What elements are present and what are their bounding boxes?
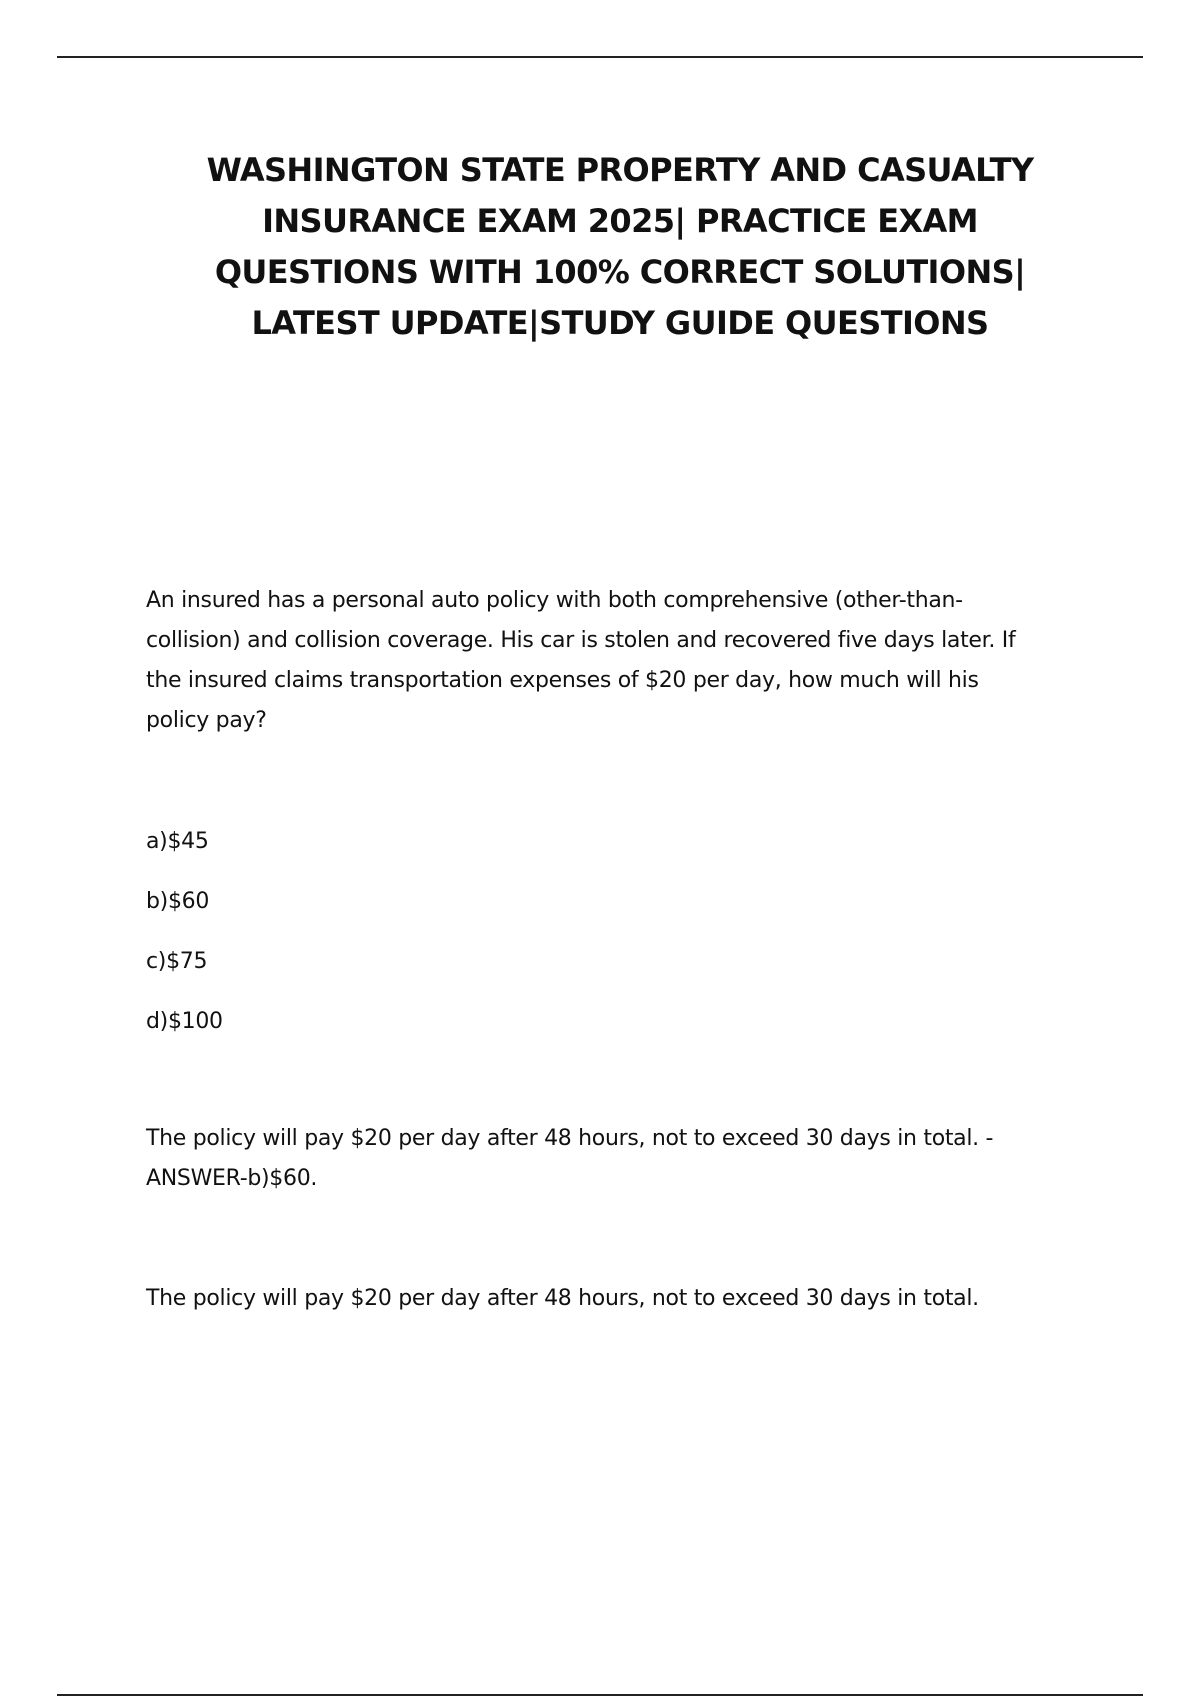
bottom-rule <box>57 1694 1143 1696</box>
top-rule <box>57 56 1143 58</box>
option-d: d)$100 <box>146 1009 223 1034</box>
answer-options <box>146 822 223 1062</box>
option-a: a)$45 <box>146 829 209 854</box>
rationale-text: The policy will pay $20 per day after 48 hours, not to exceed 30 days in total. <box>146 1286 979 1311</box>
answer-explanation: The policy will pay $20 per day after 48 hours, not to exceed 30 days in total. - ANSWER-b)$60. <box>146 1126 994 1191</box>
document-title: WASHINGTON STATE PROPERTY AND CASUALTY INSURANCE EXAM 2025| PRACTICE EXAM QUESTIONS WITH 100% CORRECT SOLUTIONS| LATEST UPDATE|STUDY GUIDE QUESTIONS <box>206 151 1034 342</box>
question-text: An insured has a personal auto policy with both comprehensive (other-than- collision) and collision coverage. His car is stolen and recovered five days later. If the insured claims transportation expenses of $20 per day, how much will his policy pay? <box>146 588 1016 733</box>
option-c: c)$75 <box>146 949 208 974</box>
option-b: b)$60 <box>146 889 210 914</box>
